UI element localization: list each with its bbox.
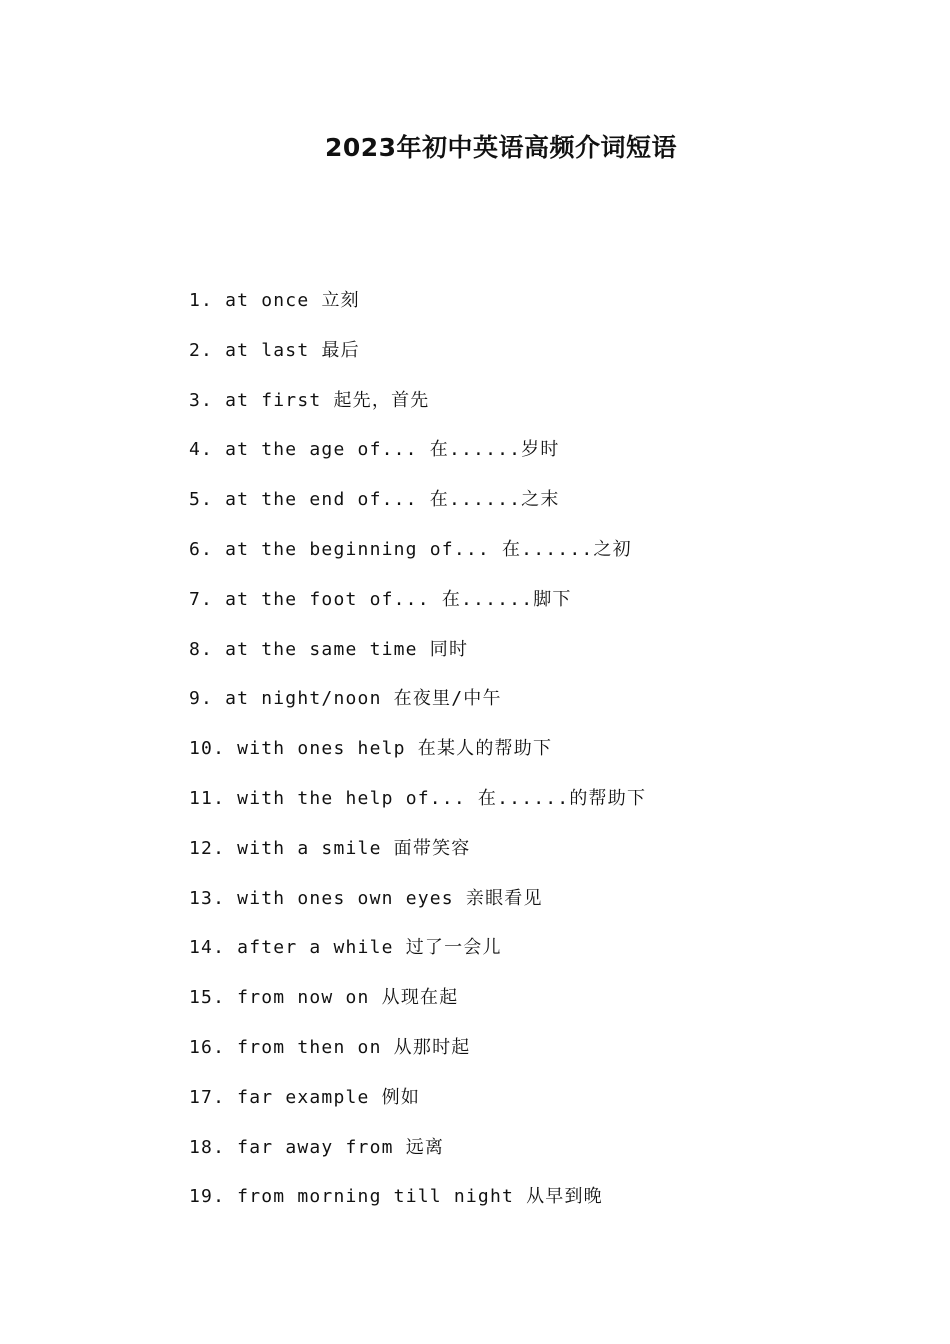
english-phrase: at once xyxy=(225,290,310,311)
english-phrase: from morning till night xyxy=(237,1186,515,1208)
item-number: 7. xyxy=(189,588,214,610)
chinese-meaning: 最后 xyxy=(321,339,360,361)
english-phrase: with ones own eyes xyxy=(237,887,454,909)
english-phrase: at first xyxy=(225,389,322,411)
chinese-meaning: 远离 xyxy=(405,1136,445,1158)
english-phrase: after a while xyxy=(237,937,394,959)
list-item xyxy=(189,386,646,436)
chinese-meaning: 例如 xyxy=(381,1086,421,1108)
english-phrase: at the end of... xyxy=(225,489,418,511)
english-phrase: at the age of... xyxy=(225,439,418,461)
chinese-meaning: 在......之末 xyxy=(429,489,560,511)
english-phrase: at the foot of... xyxy=(225,588,430,610)
item-number: 14. xyxy=(189,937,226,959)
list-item xyxy=(189,535,646,585)
item-number: 17. xyxy=(189,1086,226,1108)
english-phrase: at night/noon xyxy=(225,688,382,710)
chinese-meaning: 在......之初 xyxy=(501,538,632,560)
list-item xyxy=(189,684,646,734)
chinese-meaning: 从那时起 xyxy=(393,1036,471,1058)
list-item xyxy=(189,585,646,635)
chinese-meaning: 在......岁时 xyxy=(429,439,560,461)
list-item xyxy=(189,933,646,983)
chinese-meaning: 面带笑容 xyxy=(393,837,471,859)
item-number: 2. xyxy=(189,339,214,361)
list-item xyxy=(189,1033,646,1083)
item-number: 19. xyxy=(189,1186,226,1208)
list-item xyxy=(189,286,646,336)
list-item xyxy=(189,435,646,485)
list-item xyxy=(189,784,646,834)
english-phrase: at last xyxy=(225,339,310,361)
english-phrase: at the same time xyxy=(225,638,418,660)
list-item xyxy=(189,983,646,1033)
item-number: 5. xyxy=(189,489,214,511)
list-item xyxy=(189,734,646,784)
list-item xyxy=(189,1083,646,1133)
item-number: 4. xyxy=(189,439,214,461)
chinese-meaning: 过了一会儿 xyxy=(405,937,502,959)
chinese-meaning: 从现在起 xyxy=(381,987,459,1009)
chinese-meaning: 亲眼看见 xyxy=(465,887,543,909)
chinese-meaning: 从早到晚 xyxy=(526,1186,603,1208)
item-number: 10. xyxy=(189,738,226,760)
item-number: 18. xyxy=(189,1136,226,1158)
item-number: 16. xyxy=(189,1036,226,1058)
english-phrase: with the help of... xyxy=(237,787,466,809)
item-number: 11. xyxy=(189,787,226,809)
list-item xyxy=(189,1182,646,1232)
chinese-meaning: 在某人的帮助下 xyxy=(417,738,553,760)
english-phrase: from now on xyxy=(237,987,370,1009)
chinese-meaning: 在......脚下 xyxy=(441,588,572,610)
list-item xyxy=(189,336,646,386)
chinese-meaning: 在......的帮助下 xyxy=(477,787,647,809)
item-number: 15. xyxy=(189,987,226,1009)
list-item xyxy=(189,884,646,934)
chinese-meaning: 同时 xyxy=(429,638,469,660)
list-item xyxy=(189,485,646,535)
english-phrase: from then on xyxy=(237,1036,382,1058)
english-phrase: with a smile xyxy=(237,837,382,859)
chinese-meaning: 起先，首先 xyxy=(333,389,430,411)
item-number: 12. xyxy=(189,837,226,859)
item-number: 13. xyxy=(189,887,226,909)
list-item xyxy=(189,1133,646,1183)
item-number: 3. xyxy=(189,389,214,411)
english-phrase: with ones help xyxy=(237,738,406,760)
english-phrase: far example xyxy=(237,1086,370,1108)
list-item xyxy=(189,635,646,685)
chinese-meaning: 立刻 xyxy=(321,290,360,311)
phrase-list xyxy=(189,286,646,1232)
item-number: 6. xyxy=(189,538,214,560)
item-number: 1. xyxy=(189,290,214,311)
english-phrase: far away from xyxy=(237,1136,394,1158)
chinese-meaning: 在夜里/中午 xyxy=(393,688,502,710)
page-title: 2023年初中英语高频介词短语 xyxy=(324,133,678,162)
item-number: 9. xyxy=(189,688,214,710)
item-number: 8. xyxy=(189,638,214,660)
list-item xyxy=(189,834,646,884)
english-phrase: at the beginning of... xyxy=(225,538,490,560)
